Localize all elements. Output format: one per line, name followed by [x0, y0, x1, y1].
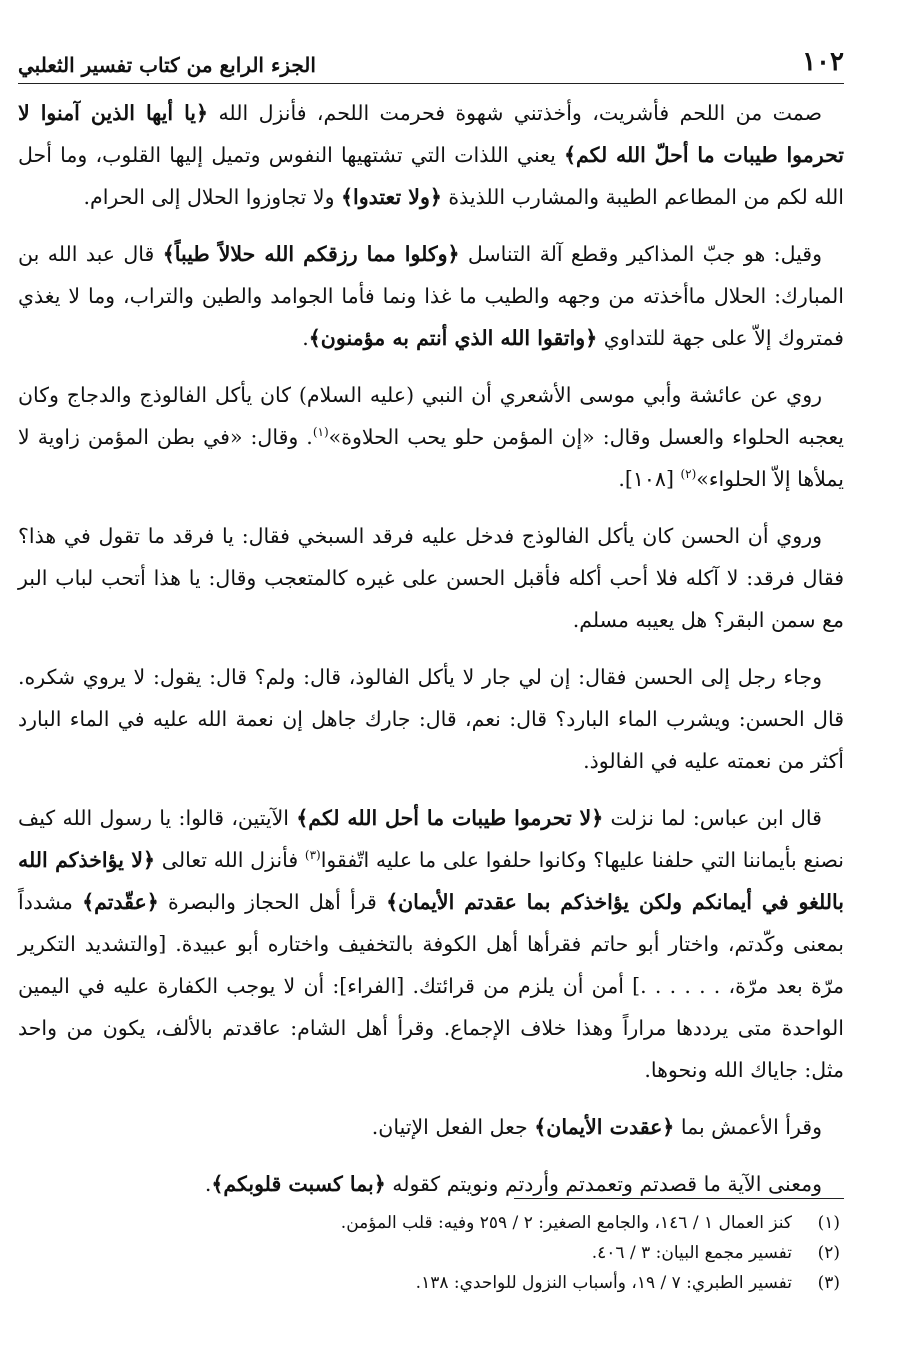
text-run: ومعنى الآية ما قصدتم وتعمدتم وأردتم ونويتم كقوله: [385, 1172, 822, 1196]
footnote-text: كنز العمال ١ / ١٤٦، والجامع الصغير: ٢ / ٢٥٩ وفيه: قلب المؤمن.: [340, 1213, 792, 1233]
footnote-text: تفسير الطبري: ٧ / ١٩، وأسباب النزول للواحدي: ١٣٨.: [415, 1273, 792, 1293]
page-number: ١٠٢: [802, 47, 844, 77]
text-run: . وقال: «في بطن المؤمن زاوية لا يملأها إلاّ الحلواء»: [18, 425, 844, 491]
text-run: قال عبد الله بن المبارك: الحلال ماأخذته من وجهه والطيب ما غذا ونما فأما الجوامد والطين والتراب، وما لا يغذي فمتروك إلاّ على جهة للتداوي: [18, 242, 844, 350]
text-run: جعل الفعل الإتيان.: [371, 1115, 535, 1139]
footnote-divider: [514, 1198, 844, 1199]
text-run: .: [204, 1172, 212, 1196]
body-text: [18, 92, 844, 1220]
footnote-number: (٣): [817, 1273, 840, 1293]
quran-quote: ﴿عقدت الأيمان﴾: [534, 1115, 675, 1139]
paragraph: [18, 656, 844, 782]
footnote-number: (١): [817, 1213, 840, 1233]
quran-quote: ﴿يا أيها الذين آمنوا لا تحرموا طيبات ما أحلّ الله لكم﴾: [18, 101, 845, 167]
paragraph: [18, 797, 844, 1091]
text-run: قال ابن عباس: لما نزلت: [603, 806, 822, 830]
quran-quote: ﴿لا تحرموا طيبات ما أحل الله لكم﴾: [296, 806, 604, 830]
quran-quote: ﴿لا يؤاخذكم الله باللغو في أيمانكم ولكن يؤاخذكم بما عقدتم الأيمان﴾: [18, 848, 844, 914]
running-title: الجزء الرابع من كتاب تفسير الثعلبي: [18, 53, 316, 77]
text-run: وقرأ الأعمش بما: [674, 1115, 822, 1139]
footnote-number: (٢): [817, 1243, 840, 1263]
footnote-ref: (٣): [304, 848, 321, 863]
quran-quote: ﴿واتقوا الله الذي أنتم به مؤمنون﴾: [308, 326, 598, 350]
quran-quote: ﴿وكلوا مما رزقكم الله حلالاً طيباً﴾: [162, 242, 460, 266]
quran-quote: ﴿بما كسبت قلوبكم﴾: [211, 1172, 386, 1196]
paragraph: [18, 1106, 844, 1148]
footnote: [18, 1208, 844, 1238]
text-run: ولا تجاوزوا الحلال إلى الحرام.: [83, 185, 341, 209]
footnote: [18, 1268, 844, 1298]
text-run: .: [302, 326, 309, 350]
footnote-text: تفسير مجمع البيان: ٣ / ٤٠٦.: [591, 1243, 792, 1263]
text-run: قرأ أهل الحجاز والبصرة: [158, 890, 387, 914]
quran-quote: ﴿ولا تعتدوا﴾: [341, 185, 442, 209]
quran-quote: ﴿عقّدتم﴾: [82, 890, 159, 914]
text-run: وروي أن الحسن كان يأكل الفالوذج فدخل عليه فرقد السبخي فقال: يا فرقد ما تقول في هذا؟ فقال فرقد: لا آكله فلا أحب أكله فأقبل الحسن على غيره كالمتعجب وقال: يا هذا أتحب لباب البر مع سمن البقر؟ هل يعيبه مسلم.: [18, 524, 844, 632]
paragraph: [18, 515, 844, 641]
text-run: وجاء رجل إلى الحسن فقال: إن لي جار لا يأكل الفالوذ، قال: ولم؟ قال: يقول: لا يروي شكره. قال الحسن: ويشرب الماء البارد؟ قال: نعم، قال: جارك جاهل إن نعمة الله عليه في الماء البارد أكثر من نعمته عليه في الفالوذ.: [18, 665, 844, 773]
text-run: يعني اللذات التي تشتهيها النفوس وتميل إليها القلوب، وما أحل الله لكم من المطاعم الطيبة والمشارب اللذيذة: [18, 143, 844, 209]
text-run: [١٠٨].: [618, 467, 681, 491]
footnote: [18, 1238, 844, 1268]
text-run: وقيل: هو جبّ المذاكير وقطع آلة التناسل: [459, 242, 822, 266]
footnote-ref: (٢): [680, 467, 697, 482]
paragraph: [18, 374, 844, 500]
footnote-ref: (١): [312, 425, 329, 440]
text-run: صمت من اللحم فأشريت، وأخذتني شهوة فحرمت اللحم، فأنزل الله: [208, 101, 822, 125]
text-run: مشدداً بمعنى وكّدتم، واختار أبو حاتم فقرأها أهل الكوفة بالتخفيف واختاره أبو عبيدة. [والتشديد التكرير مرّة بعد مرّة، . . . . . .] أمن أن يلزم من قرائتك. [الفراء]: أن لا يوجب الكفارة عليه في اليمين الواحدة متى يرددها مراراً وهذا خلاف الإجماع. وقرأ أهل الشام: عاقدتم بالألف، يكون من واحد مثل: جاياك الله ونحوها.: [18, 890, 844, 1082]
paragraph: [18, 233, 844, 359]
text-run: الآيتين، قالوا: يا رسول الله كيف نصنع بأيماننا التي حلفنا عليها؟ وكانوا حلفوا على ما عليه اتّفقوا: [18, 806, 845, 872]
page-header: [18, 30, 844, 84]
paragraph: [18, 92, 844, 218]
text-run: روي عن عائشة وأبي موسى الأشعري أن النبي (عليه السلام) كان يأكل الفالوذج والدجاج وكان يعجبه الحلواء والعسل وقال: «إن المؤمن حلو يحب الحلاوة»: [18, 383, 844, 449]
text-run: فأنزل الله تعالى: [155, 848, 305, 872]
footnotes: [18, 1208, 844, 1298]
